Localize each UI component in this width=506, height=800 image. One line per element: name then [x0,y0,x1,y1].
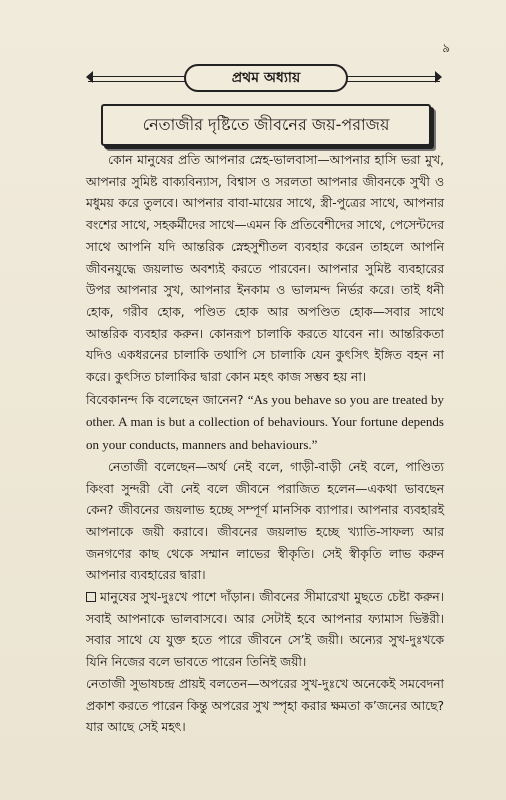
vivekananda-quote: “As you behave so you are treated by other. A man is but a collection of behaviours. Your fortune depends on your conducts, manners and behaviours.” [86,391,444,453]
rule-end-left [86,71,93,83]
paragraph-1: কোন মানুষের প্রতি আপনার স্নেহ-ভালবাসা—আপনার হাসি ভরা মুখ, আপনার সুমিষ্ট বাক্যবিন্যাস, বিশ্বাস ও সরলতা আপনার জীবনকে সুখী ও মধুময় করে তুলবে। আপনার বাবা-মায়ের সাথে, স্ত্রী-পুত্রের সাথে, আপনার বংশের সাথে, সহকর্মীদের সাথে—এমন কি প্রতিবেশীদের সাথে, পেসেন্টদের সাথে আপনি যদি আন্তরিক স্নেহসুশীতল ব্যবহার করেন তাহলে আপনি জীবনযুদ্ধে জয়লাভ অবশ্যই করতে পারবেন। আপনার সুমিষ্ট ব্যবহারের উপর আপনার সুখ, আপনার ইনকাম ও ভালমন্দ নির্ভর করে। তাই ধনী হোক, গরীব হোক, পণ্ডিত হোক আর অপণ্ডিত হোক—সবার সাথে আন্তরিক ব্যবহার করুন। কোনরূপ চালাকি করতে যাবেন না। আন্তরিকতা যদিও একধরনের চালাকি তথাপি সে চালাকি যেন কুৎসিৎ ইঙ্গিত বহন না করে। কুৎসিত চালাকির দ্বারা কোন মহৎ কাজ সম্ভব হয় না। [86,153,444,385]
paragraph-3: নেতাজী বলেছেন—অর্থ নেই বলে, গাড়ী-বাড়ী নেই বলে, পাণ্ডিত্য কিংবা সুন্দরী বৌ নেই বলে জীবনে পরাজিত হলেন—একথা ভাবছেন কেন? জীবনের জয়লাভ হচ্ছে সম্পূর্ণ মানসিক ব্যাপার। আপনার ব্যবহারই আপনাকে জয়ী করাবে। জীবনের জয়লাভ হচ্ছে খ্যাতি-সাফল্য আর জনগণের কাছ থেকে সম্মান লাভের স্বীকৃতি। সেই স্বীকৃতি লাভ করুন আপনার ব্যবহারের দ্বারা। [86,459,444,583]
chapter-label: প্রথম অধ্যায় [184,64,348,92]
paragraph-5: নেতাজী সুভাষচন্দ্র প্রায়ই বলতেন—অপরের সুখ-দুঃখে অনেকেই সমবেদনা প্রকাশ করতে পারেন কিন্তু অপরের সুখ স্পৃহা করার ক্ষমতা ক’জনের আছে? যার আছে সেই মহৎ। [86,676,444,735]
paragraph-2 [86,389,444,457]
paragraph-4-text: মানুষের সুখ-দুঃখে পাশে দাঁড়ান। জীবনের সীমারেখা মুছতে চেষ্টা করুন। সবাই আপনাকে ভালবাসবে। আর সেটাই হবে আপনার ফ্যামাস ভিক্টরী। সবার সাথে যে যুক্ত হতে পারে জীবনে সে’ই জয়ী। অন্যের সুখ-দুঃখকে যিনি নিজের বলে ভাবতে পারেন তিনিই জয়ী। [86,590,444,670]
paragraph-2-bengali: বিবেকানন্দ কি বলেছেন জানেন? [86,392,244,407]
chapter-header [88,64,440,90]
paragraph-4 [86,587,444,674]
page-number: ৯ [442,41,450,55]
checkbox-bullet-icon [86,592,96,602]
body-text [86,150,444,739]
section-title: নেতাজীর দৃষ্টিতে জীবনের জয়-পরাজয় [101,104,431,146]
rule-end-right [435,71,442,83]
